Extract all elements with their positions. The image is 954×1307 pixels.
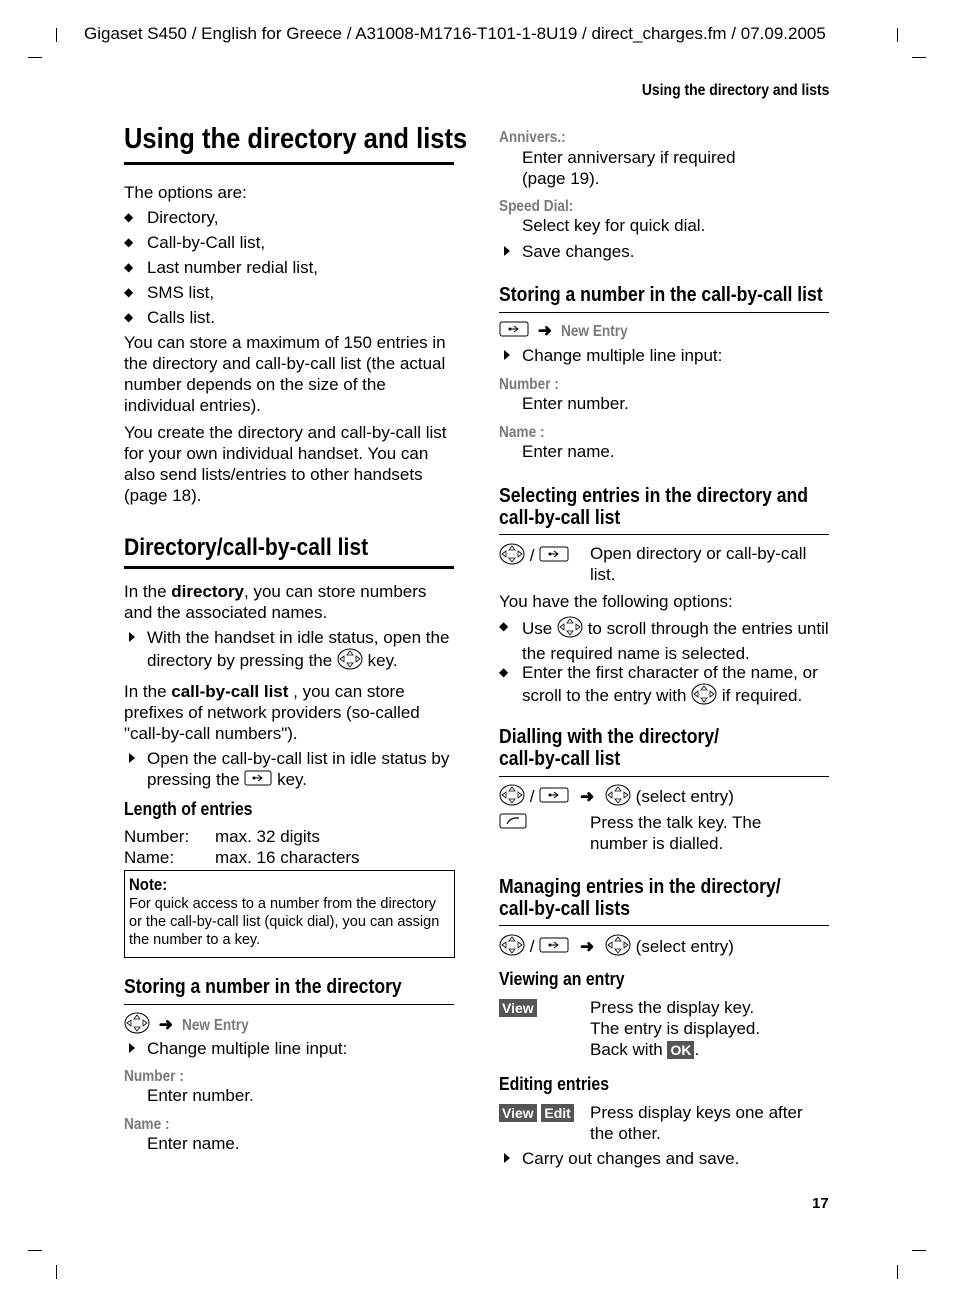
speed-label: Speed Dial: xyxy=(499,198,574,215)
create-paragraph: You create the directory and call-by-call list for your own individual handset. You can also send lists/entries to other handsets (page 18). xyxy=(124,423,447,505)
list-item: ◆ Call-by-Call list, xyxy=(124,232,454,253)
crop-mark xyxy=(897,1265,898,1279)
control-key-icon xyxy=(691,683,717,710)
arrow-icon: ➜ xyxy=(158,1014,173,1034)
view-text-2: The entry is displayed. xyxy=(590,1019,761,1038)
control-key-icon xyxy=(605,934,631,961)
section-title: Directory/call-by-call list xyxy=(124,534,369,561)
note-title: Note: xyxy=(129,875,168,894)
store-dir-title: Storing a number in the directory xyxy=(124,976,402,998)
store-cbc-rule xyxy=(499,312,829,313)
list-item: ◆ Directory, xyxy=(124,207,454,228)
arrow-icon: ➜ xyxy=(537,321,552,340)
annivers-label: Annivers.: xyxy=(499,129,566,146)
crop-mark xyxy=(912,1250,926,1251)
length-number-label: Number: xyxy=(124,827,190,846)
speed-text: Select key for quick dial. xyxy=(522,216,706,235)
options-intro: The options are: xyxy=(124,183,247,202)
page-number: 17 xyxy=(812,1195,829,1212)
enter-name: Enter name. xyxy=(147,1134,240,1153)
control-key-icon xyxy=(499,784,525,811)
carry-out-step: Carry out changes and save. xyxy=(499,1148,739,1169)
option-use: ◆ Use to scroll through the entries until the required name is selected. xyxy=(499,616,832,664)
crop-mark xyxy=(28,57,42,58)
talk-key-icon xyxy=(499,812,527,835)
number-label-row xyxy=(499,373,567,395)
directory-block xyxy=(124,581,454,792)
cbc-key-icon xyxy=(539,786,569,809)
control-key-icon xyxy=(499,543,525,570)
edit-key: Edit xyxy=(541,1104,573,1122)
cbc-paragraph: In the call-by-call list , you can store prefixes of network providers (so-called "call-by-call numbers"). xyxy=(124,682,420,743)
document-header: Gigaset S450 / English for Greece / A31008-M1716-T101-1-8U19 / direct_charges.fm / 07.09.2005 xyxy=(84,24,826,43)
manage-rule xyxy=(499,925,829,926)
select-rule xyxy=(499,534,829,535)
enter-name: Enter name. xyxy=(522,442,615,461)
cbc-key-icon xyxy=(539,545,569,568)
note-text: For quick access to a number from the directory or the call-by-call list (quick dial), you can assign the number to a key. xyxy=(129,896,440,948)
note-box xyxy=(124,870,455,958)
dial-select-row: / ➜ (select entry) xyxy=(499,784,734,811)
cbc-key-icon xyxy=(539,936,569,959)
name-label: Name : xyxy=(124,1116,170,1133)
number-label: Number : xyxy=(124,1068,184,1085)
dial-title-line1: Dialling with the directory/ xyxy=(499,726,720,748)
enter-number: Enter number. xyxy=(522,394,629,413)
title-rule xyxy=(124,162,454,165)
speed-label-row xyxy=(499,195,583,217)
name-label-row xyxy=(499,421,551,443)
list-item: ◆ SMS list, xyxy=(124,282,454,303)
store-dir-rule xyxy=(124,1004,454,1005)
manage-select-row: / ➜ (select entry) xyxy=(499,934,734,961)
directory-paragraph: In the directory, you can store numbers and the associated names. xyxy=(124,582,427,622)
menu-new-entry: New Entry xyxy=(181,1016,249,1034)
name-label: Name : xyxy=(499,424,545,441)
number-label-row xyxy=(124,1065,192,1087)
list-item: ◆ Calls list. xyxy=(124,307,454,328)
store-cbc-title: Storing a number in the call-by-call list xyxy=(499,284,823,306)
arrow-icon: ➜ xyxy=(579,786,595,806)
select-title-line1: Selecting entries in the directory and xyxy=(499,485,809,507)
crop-mark xyxy=(56,1265,57,1279)
directory-step: With the handset in idle status, open the directory by pressing the key. xyxy=(124,627,454,675)
new-entry-row xyxy=(124,1012,258,1039)
list-item: ◆ Last number redial list, xyxy=(124,257,454,278)
cbc-key-icon xyxy=(499,320,529,343)
option-enter-first: ◆ Enter the first character of the name, or scroll to the entry with if required. xyxy=(499,662,852,710)
following-options: You have the following options: xyxy=(499,592,733,611)
dial-rule xyxy=(499,776,829,777)
select-title-line2: call-by-call list xyxy=(499,507,621,529)
intro-block xyxy=(124,182,454,506)
edit-text: Press display keys one after the other. xyxy=(590,1103,803,1143)
change-input-step: Change multiple line input: xyxy=(499,345,722,366)
view-key: View xyxy=(499,1104,537,1122)
control-key-icon xyxy=(337,648,363,675)
page-title: Using the directory and lists xyxy=(124,123,468,155)
dial-title-line2: call-by-call list xyxy=(499,748,621,770)
manage-title-line1: Managing entries in the directory/ xyxy=(499,876,781,898)
number-label: Number : xyxy=(499,376,559,393)
length-name-value: max. 16 characters xyxy=(215,848,360,867)
view-text-3-row: Back with OK . xyxy=(590,1040,700,1059)
view-text-1: Press the display key. xyxy=(590,998,755,1017)
enter-number: Enter number. xyxy=(147,1086,254,1105)
talk-text: Press the talk key. The number is dialled. xyxy=(590,813,762,853)
length-title: Length of entries xyxy=(124,799,253,819)
open-dir-text: Open directory or call-by-call list. xyxy=(590,544,807,584)
view-key: View xyxy=(499,999,537,1017)
save-changes-step: Save changes. xyxy=(499,241,634,262)
annivers-text: Enter anniversary if required (page 19). xyxy=(522,148,736,188)
control-key-icon xyxy=(605,784,631,811)
view-title: Viewing an entry xyxy=(499,969,625,989)
running-head: Using the directory and lists xyxy=(641,82,829,99)
crop-mark xyxy=(56,28,57,42)
edit-title: Editing entries xyxy=(499,1074,610,1094)
crop-mark xyxy=(28,1250,42,1251)
view-key-row xyxy=(499,997,537,1018)
annivers-label-row xyxy=(499,126,575,148)
section-rule xyxy=(124,566,454,569)
cbc-key-icon xyxy=(244,769,272,792)
ok-key: OK xyxy=(667,1041,694,1059)
cbc-step: Open the call-by-call list in idle status by pressing the key. xyxy=(124,748,454,792)
menu-new-entry: New Entry xyxy=(560,323,628,340)
arrow-icon: ➜ xyxy=(579,936,595,956)
cbc-new-entry-row xyxy=(499,320,637,343)
crop-mark xyxy=(912,57,926,58)
select-icons: / xyxy=(499,543,569,570)
length-name-label: Name: xyxy=(124,848,175,867)
change-input-step: Change multiple line input: xyxy=(124,1038,347,1059)
edit-keys-row xyxy=(499,1102,574,1123)
control-key-icon xyxy=(499,934,525,961)
control-key-icon xyxy=(124,1012,150,1039)
control-key-icon xyxy=(557,616,583,643)
capacity-paragraph: You can store a maximum of 150 entries in the directory and call-by-call list (the actual number depends on the size of the individual entries). xyxy=(124,333,446,415)
length-number-value: max. 32 digits xyxy=(215,827,320,846)
talk-row xyxy=(499,812,527,835)
name-label-row xyxy=(124,1113,176,1135)
manage-title-line2: call-by-call lists xyxy=(499,898,631,920)
crop-mark xyxy=(897,28,898,42)
